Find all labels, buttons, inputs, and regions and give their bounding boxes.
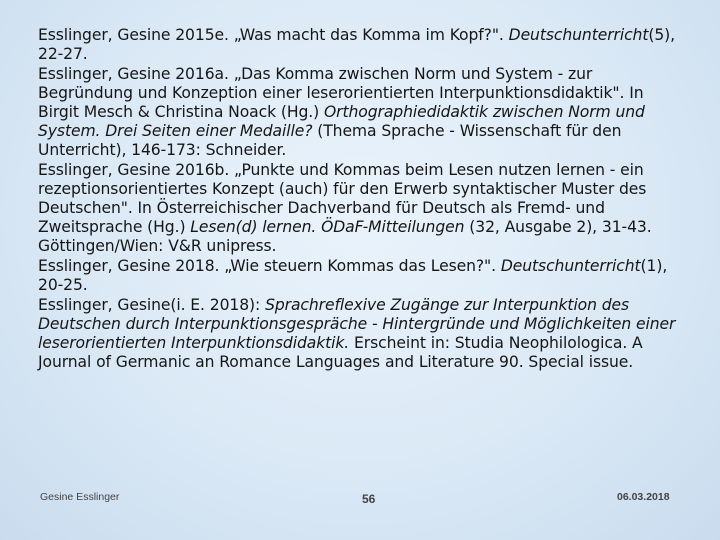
reference-text-italic: Lesen(d) lernen. ÖDaF-Mitteilungen — [190, 218, 465, 236]
reference-text: (5), 22-27. — [38, 26, 675, 63]
reference-text: Esslinger, Gesine 2018. „Wie steuern Kommas das Lesen?". — [38, 257, 501, 275]
reference-entry-3 — [38, 161, 688, 256]
reference-text: Esslinger, Gesine 2016a. „Das Komma zwischen Norm und System - zur Begründung und Konzeption einer leserorientierten Interpunktionsdidaktik". In Birgit Mesch & Christina Noack (Hg.) — [38, 65, 644, 121]
reference-text: (Thema Sprache - Wissenschaft für den Unterricht), 146-173: Schneider. — [38, 122, 622, 159]
reference-text: Esslinger, Gesine 2015e. „Was macht das Komma im Kopf?". — [38, 26, 509, 44]
reference-text: Esslinger, Gesine 2016b. „Punkte und Kommas beim Lesen nutzen lernen - ein rezeptionsorientiertes Konzept (auch) für den Erwerb syntaktischer Muster des Deutschen". In Österreichischer Dachverband für Deutsch als Fremd- und Zweitsprache (Hg.) — [38, 161, 647, 236]
footer-author: Gesine Esslinger — [40, 491, 120, 503]
footer-date: 06.03.2018 — [617, 491, 670, 503]
reference-text: (1), 20-25. — [38, 257, 668, 294]
reference-list — [38, 26, 688, 373]
reference-entry-5 — [38, 296, 688, 372]
reference-text: Esslinger, Gesine(i. E. 2018): — [38, 296, 266, 314]
reference-entry-2 — [38, 65, 688, 160]
reference-text-italic: Sprachreflexive Zugänge zur Interpunktion des Deutschen durch Interpunktionsgespräche - Hintergründe und Möglichkeiten einer leserorientierten Interpunktionsdidaktik. — [38, 296, 676, 352]
reference-entry-1 — [38, 26, 688, 64]
reference-text-italic: Deutschunterricht — [508, 26, 649, 44]
reference-text-italic: Orthographiedidaktik zwischen Norm und System. Drei Seiten einer Medaille? — [38, 103, 645, 140]
reference-text: (32, Ausgabe 2), 31-43. Göttingen/Wien: V&R unipress. — [38, 218, 652, 255]
footer-page-number: 56 — [362, 492, 376, 506]
reference-text: Erscheint in: Studia Neophilologica. A Journal of Germanic an Romance Languages and Literature 90. Special issue. — [38, 334, 643, 371]
reference-text-italic: Deutschunterricht — [500, 257, 641, 275]
reference-entry-4 — [38, 257, 688, 295]
